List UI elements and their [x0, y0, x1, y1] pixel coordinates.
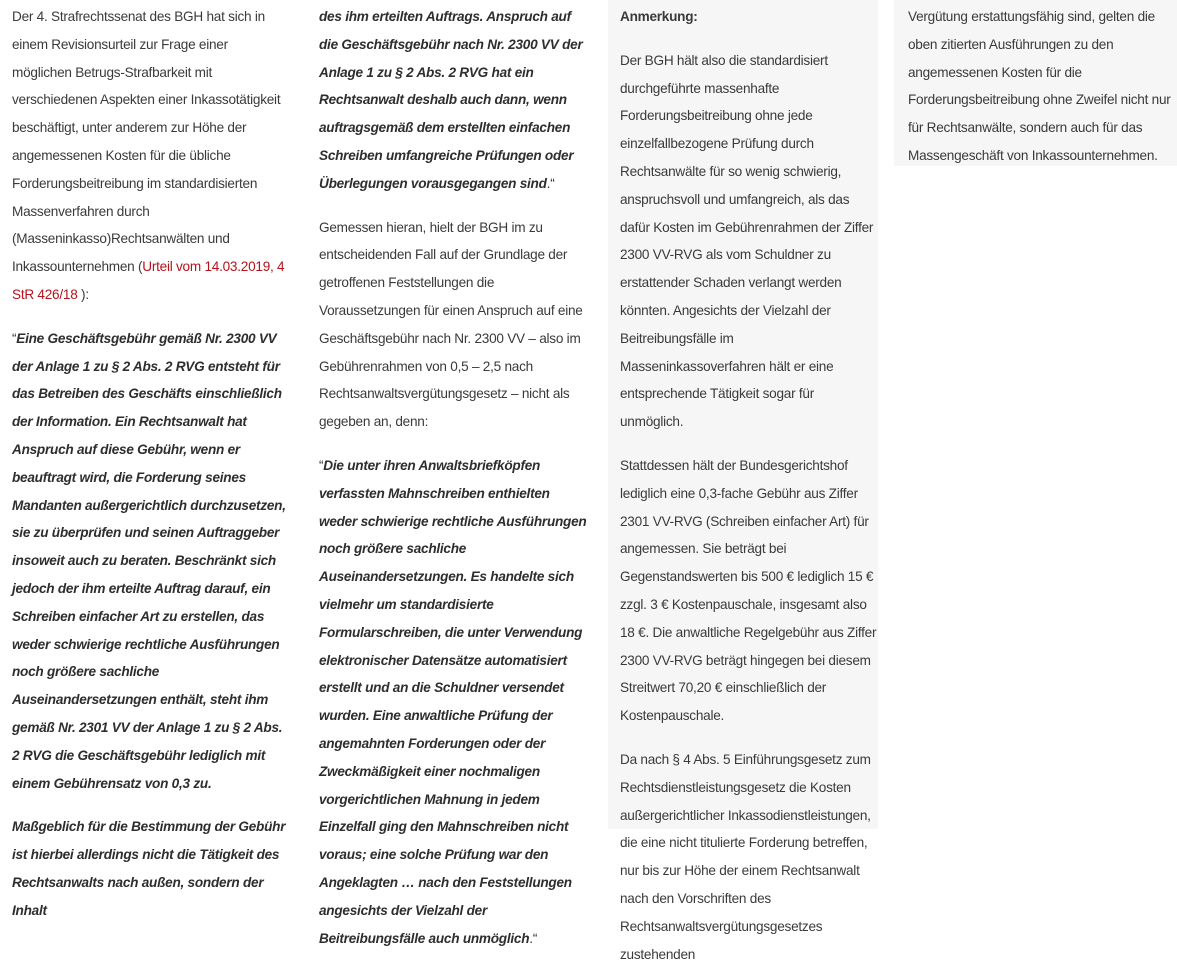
annotation-paragraph-2: Stattdessen hält der Bundesgerichtshof lediglich eine 0,3-fache Gebühr aus Ziffer 2301 VV-RVG (Schreiben einfacher Art) für angemessen. Sie beträgt bei Gegenstandswerten bis 500 € lediglich 15 € zzgl. 3 € Kostenpauschale, insgesamt also 18 €. Die anwaltliche Regelgebühr aus Ziffer 2300 VV-RVG beträgt hingegen bei diesem Streitwert 70,20 € einschließlich der Kostenpauschale. [620, 457, 877, 724]
quote-open-mark-2: “ [319, 457, 324, 473]
annotation-paragraph-4: Vergütung erstattungsfähig sind, gelten die oben zitierten Ausführungen zu den angemessenen Kosten für die Forderungsbeitreibung ohne Zweifel nicht nur für Rechtsanwälte, sondern auch für das Massengeschäft von Inkassounternehmen. [908, 9, 1171, 163]
quote-text-1: Eine Geschäftsgebühr gemäß Nr. 2300 VV der Anlage 1 zu § 2 Abs. 2 RVG entsteht für das Betreiben des Geschäfts einschließlich der Information. Ein Rechtsanwalt hat Anspruch auf diese Gebühr, wenn er beauftragt wird, die Forderung seines Mandanten außergerichtlich durchzusetzen, sie zu überprüfen und seinen Auftraggeber insoweit auch zu beraten. Beschränkt sich jedoch der ihm erteilte Auftrag darauf, ein Schreiben einfacher Art zu erstellen, das weder schwierige rechtliche Ausführungen noch größere sachliche Auseinandersetzungen enthält, steht ihm gemäß Nr. 2301 VV der Anlage 1 zu § 2 Abs. 2 RVG die Geschäftsgebühr lediglich mit einem Gebührensatz von 0,3 zu. [12, 330, 286, 791]
annotation-paragraph-3: Da nach § 4 Abs. 5 Einführungsgesetz zum Rechtsdienstleistungsgesetz die Kosten außergerichtlicher Inkassodienstleistungen, die eine nicht titulierte Forderung betreffen, nur bis zur Höhe der einem Rechtsanwalt nach den Vorschriften des Rechtsanwaltsvergütungsgesetzes zustehenden [620, 751, 871, 962]
quote-text-3: Die unter ihren Anwaltsbriefköpfen verfassten Mahnschreiben enthielten weder schwierige rechtliche Ausführungen noch größere sachliche Auseinandersetzungen. Es handelte sich vielmehr um standardisierte Formularschreiben, die unter Verwendung elektronischer Datensätze automatisiert erstellt und an die Schuldner versendet wurden. Eine anwaltliche Prüfung der angemahnten Forderungen oder der Zweckmäßigkeit einer nochmaligen vorgerichtlichen Mahnung in jedem Einzelfall ging den Mahnschreiben nicht voraus; eine solche Prüfung war den Angeklagten … nach den Feststellungen angesichts der Vielzahl der Beitreibungsfälle auch unmöglich [319, 457, 587, 946]
quote-paragraph-2 [12, 813, 288, 924]
column-1 [0, 0, 296, 941]
quote-text-2: Maßgeblich für die Bestimmung der Gebühr ist hierbei allerdings nicht die Tätigkeit des Rechtsanwalts nach außen, sondern der Inhalt [12, 819, 286, 918]
quote-close-mark: .“ [546, 175, 555, 191]
annotation-heading: Anmerkung: [620, 9, 698, 24]
quote-close-mark-2: .“ [529, 930, 538, 946]
quote-paragraph-1 [12, 325, 288, 798]
judgment-link[interactable]: Urteil vom 14.03.2019, 4 StR 426/18 [12, 259, 285, 302]
intro-paragraph [12, 3, 288, 309]
annotation-paragraph-1: Der BGH hält also die standardisiert durchgeführte massenhafte Forderungsbeitreibung ohne jede einzelfallbezogene Prüfung durch Rechtsanwälte für so wenig schwierig, anspruchsvoll und umfangreich, als das dafür Kosten im Gebührenrahmen der Ziffer 2300 VV-RVG als vom Schuldner zu erstattender Schaden verlangt werden könnten. Angesichts der Vielzahl der Beitreibungsfälle im Masseninkassoverfahren hält er eine entsprechende Tätigkeit sogar für unmöglich. [620, 52, 874, 430]
intro-text: Der 4. Strafrechtssenat des BGH hat sich in einem Revisionsurteil zur Frage einer möglichen Betrugs-Strafbarkeit mit verschiedenen Aspekten einer Inkassotätigkeit beschäftigt, unter anderem zur Höhe der angemessenen Kosten für die übliche Forderungsbeitreibung im standardisierten Massenverfahren durch (Masseninkasso)Rechtsanwälten und Inkassounternehmen ( [12, 9, 281, 275]
quote-continuation-text: des ihm erteilten Auftrags. Anspruch auf die Geschäftsgebühr nach Nr. 2300 VV der Anlage 1 zu § 2 Abs. 2 RVG hat ein Rechtsanwalt deshalb auch dann, wenn auftragsgemäß dem erstellten einfachen Schreiben umfangreiche Prüfungen oder Überlegungen vorausgegangen sind [319, 9, 583, 191]
annotation-panel-continued [894, 0, 1177, 166]
quote-paragraph-3 [319, 452, 591, 952]
assessment-paragraph: Gemessen hieran, hielt der BGH im zu entscheidenden Fall auf der Grundlage der getroffenen Feststellungen die Voraussetzungen für einen Anspruch auf eine Geschäftsgebühr nach Nr. 2300 VV – also im Gebührenrahmen von 0,5 – 2,5 nach Rechtsanwaltsvergütungsgesetz – nicht als gegeben an, denn: [319, 219, 583, 430]
intro-end-text: ): [77, 286, 89, 302]
column-2 [308, 0, 591, 968]
annotation-panel [608, 0, 878, 962]
quote-continuation [319, 3, 591, 198]
quote-open-mark: “ [12, 330, 17, 346]
